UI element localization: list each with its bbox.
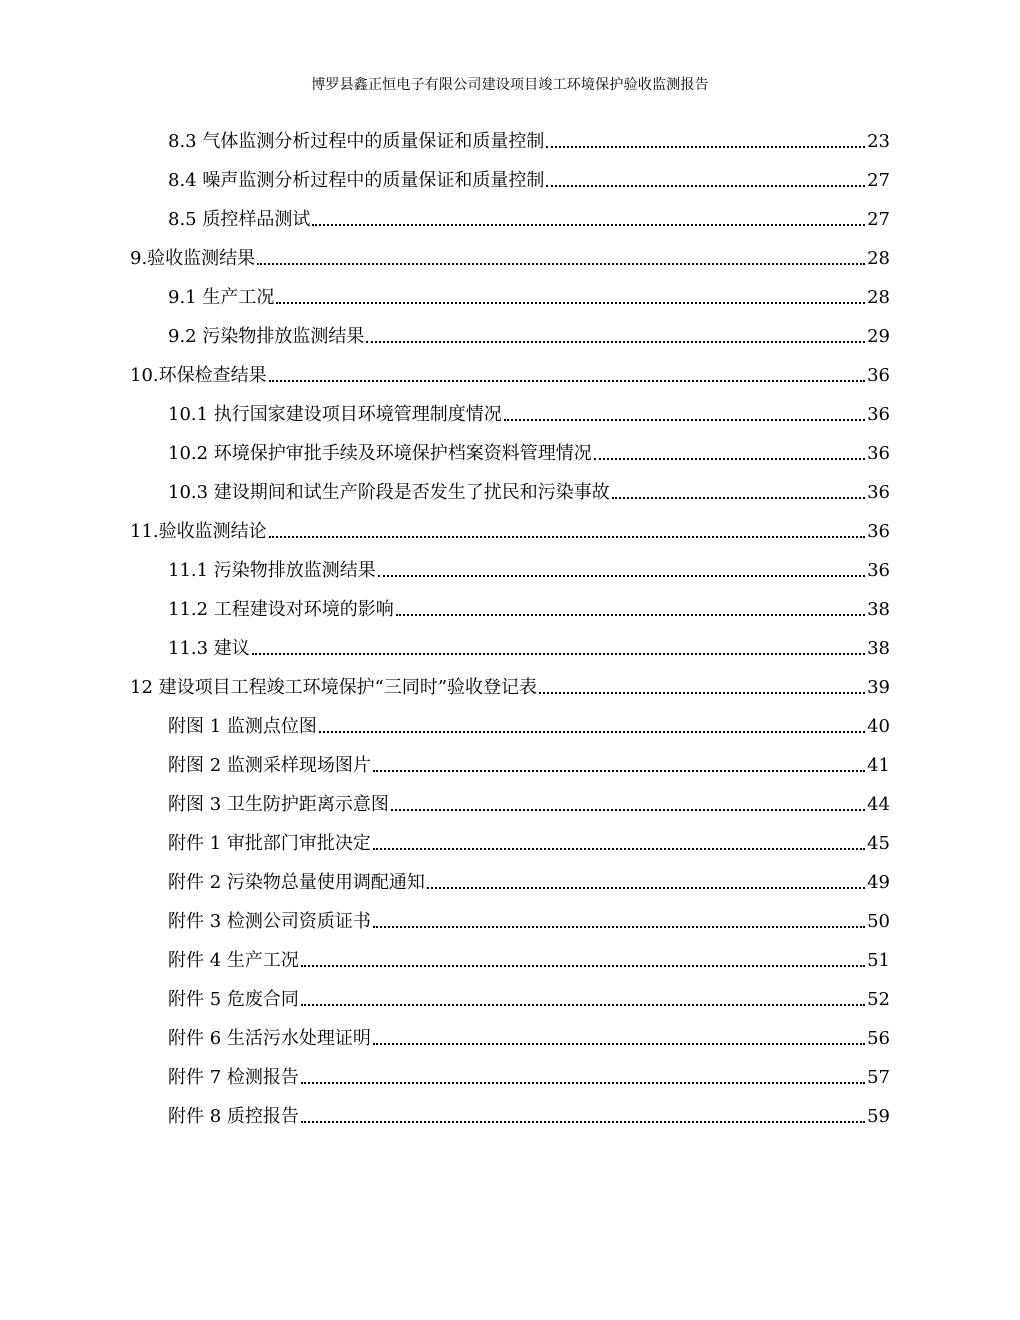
toc-entry-page: 28 [867,287,890,308]
toc-entry-label: 11.3 建议 [168,638,250,659]
toc-entry[interactable] [130,310,890,349]
toc-entry[interactable] [130,544,890,583]
toc-entry-label: 8.3 气体监测分析过程中的质量保证和质量控制 [168,131,545,152]
toc-leader-dots [396,614,865,616]
toc-entry-label: 8.5 质控样品测试 [168,209,311,230]
toc-entry-page: 27 [867,209,890,230]
toc-entry[interactable] [130,349,890,388]
toc-entry[interactable] [130,427,890,466]
toc-entry-page: 23 [867,131,890,152]
toc-entry-page: 39 [867,677,890,698]
toc-leader-dots [373,926,865,928]
toc-entry-page: 45 [867,833,890,854]
toc-entry[interactable] [130,193,890,232]
toc-entry-page: 36 [867,521,890,542]
toc-entry-label: 附件 6 生活污水处理证明 [168,1028,371,1049]
toc-entry[interactable] [130,1090,890,1129]
toc-leader-dots [373,848,865,850]
toc-entry-label: 11.1 污染物排放监测结果 [168,560,376,581]
toc-entry-page: 44 [867,794,890,815]
toc-entry-page: 36 [867,560,890,581]
toc-leader-dots [269,536,865,538]
toc-entry-label: 附图 1 监测点位图 [168,716,317,737]
toc-leader-dots [366,341,865,343]
toc-entry-label: 附件 8 质控报告 [168,1106,299,1127]
toc-entry-page: 29 [867,326,890,347]
toc-leader-dots [594,458,865,460]
toc-entry[interactable] [130,973,890,1012]
toc-leader-dots [252,653,865,655]
toc-entry-page: 41 [867,755,890,776]
toc-entry-page: 57 [867,1067,890,1088]
toc-entry-page: 40 [867,716,890,737]
toc-entry[interactable] [130,895,890,934]
toc-entry[interactable] [130,115,890,154]
toc-entry-label: 11.2 工程建设对环境的影响 [168,599,394,620]
toc-entry-label: 10.1 执行国家建设项目环境管理制度情况 [168,404,502,425]
toc-entry-label: 10.2 环境保护审批手续及环境保护档案资料管理情况 [168,443,592,464]
toc-leader-dots [546,146,865,148]
toc-entry[interactable] [130,505,890,544]
toc-entry-page: 36 [867,365,890,386]
table-of-contents [130,115,890,1129]
toc-entry[interactable] [130,661,890,700]
toc-entry-label: 11.验收监测结论 [130,521,267,542]
toc-entry[interactable] [130,817,890,856]
toc-entry-page: 50 [867,911,890,932]
toc-entry-label: 9.2 污染物排放监测结果 [168,326,365,347]
toc-leader-dots [546,185,865,187]
toc-entry[interactable] [130,583,890,622]
toc-entry[interactable] [130,778,890,817]
toc-leader-dots [269,380,865,382]
toc-entry-page: 56 [867,1028,890,1049]
toc-entry[interactable] [130,232,890,271]
toc-leader-dots [504,419,865,421]
toc-leader-dots [301,1121,865,1123]
toc-entry-page: 27 [867,170,890,191]
toc-entry[interactable] [130,1051,890,1090]
toc-entry-label: 10.环保检查结果 [130,365,267,386]
toc-entry-page: 59 [867,1106,890,1127]
toc-leader-dots [301,1082,865,1084]
toc-leader-dots [378,575,865,577]
toc-entry[interactable] [130,388,890,427]
toc-entry-label: 附图 2 监测采样现场图片 [168,755,371,776]
toc-leader-dots [373,1043,865,1045]
toc-entry-label: 10.3 建设期间和试生产阶段是否发生了扰民和污染事故 [168,482,610,503]
toc-leader-dots [391,809,865,811]
toc-leader-dots [539,692,865,694]
page-header: 博罗县鑫正恒电子有限公司建设项目竣工环境保护验收监测报告 [311,77,709,93]
toc-entry-label: 12 建设项目工程竣工环境保护“三同时”验收登记表 [130,677,538,698]
toc-entry-page: 52 [867,989,890,1010]
toc-entry-page: 49 [867,872,890,893]
toc-entry[interactable] [130,622,890,661]
toc-entry[interactable] [130,934,890,973]
toc-entry-page: 36 [867,404,890,425]
toc-leader-dots [301,1004,865,1006]
toc-entry-label: 附件 3 检测公司资质证书 [168,911,371,932]
toc-entry-label: 附件 1 审批部门审批决定 [168,833,371,854]
toc-entry-page: 28 [867,248,890,269]
toc-leader-dots [301,965,865,967]
toc-entry[interactable] [130,154,890,193]
toc-entry-label: 附件 5 危废合同 [168,989,299,1010]
toc-leader-dots [427,887,865,889]
toc-leader-dots [276,302,865,304]
toc-entry-label: 9.验收监测结果 [130,248,256,269]
toc-entry-page: 38 [867,638,890,659]
toc-entry[interactable] [130,739,890,778]
toc-leader-dots [257,263,865,265]
toc-leader-dots [312,224,865,226]
toc-entry[interactable] [130,271,890,310]
toc-entry-label: 附件 7 检测报告 [168,1067,299,1088]
toc-leader-dots [373,770,865,772]
toc-entry-label: 8.4 噪声监测分析过程中的质量保证和质量控制 [168,170,545,191]
toc-entry-page: 36 [867,482,890,503]
toc-entry[interactable] [130,466,890,505]
toc-entry[interactable] [130,1012,890,1051]
toc-entry-page: 38 [867,599,890,620]
toc-entry[interactable] [130,700,890,739]
toc-leader-dots [612,497,865,499]
toc-entry-page: 36 [867,443,890,464]
toc-entry-page: 51 [867,950,890,971]
toc-entry-label: 9.1 生产工况 [168,287,275,308]
toc-entry-label: 附件 2 污染物总量使用调配通知 [168,872,425,893]
toc-leader-dots [319,731,865,733]
toc-entry-label: 附图 3 卫生防护距离示意图 [168,794,389,815]
toc-entry-label: 附件 4 生产工况 [168,950,299,971]
toc-entry[interactable] [130,856,890,895]
